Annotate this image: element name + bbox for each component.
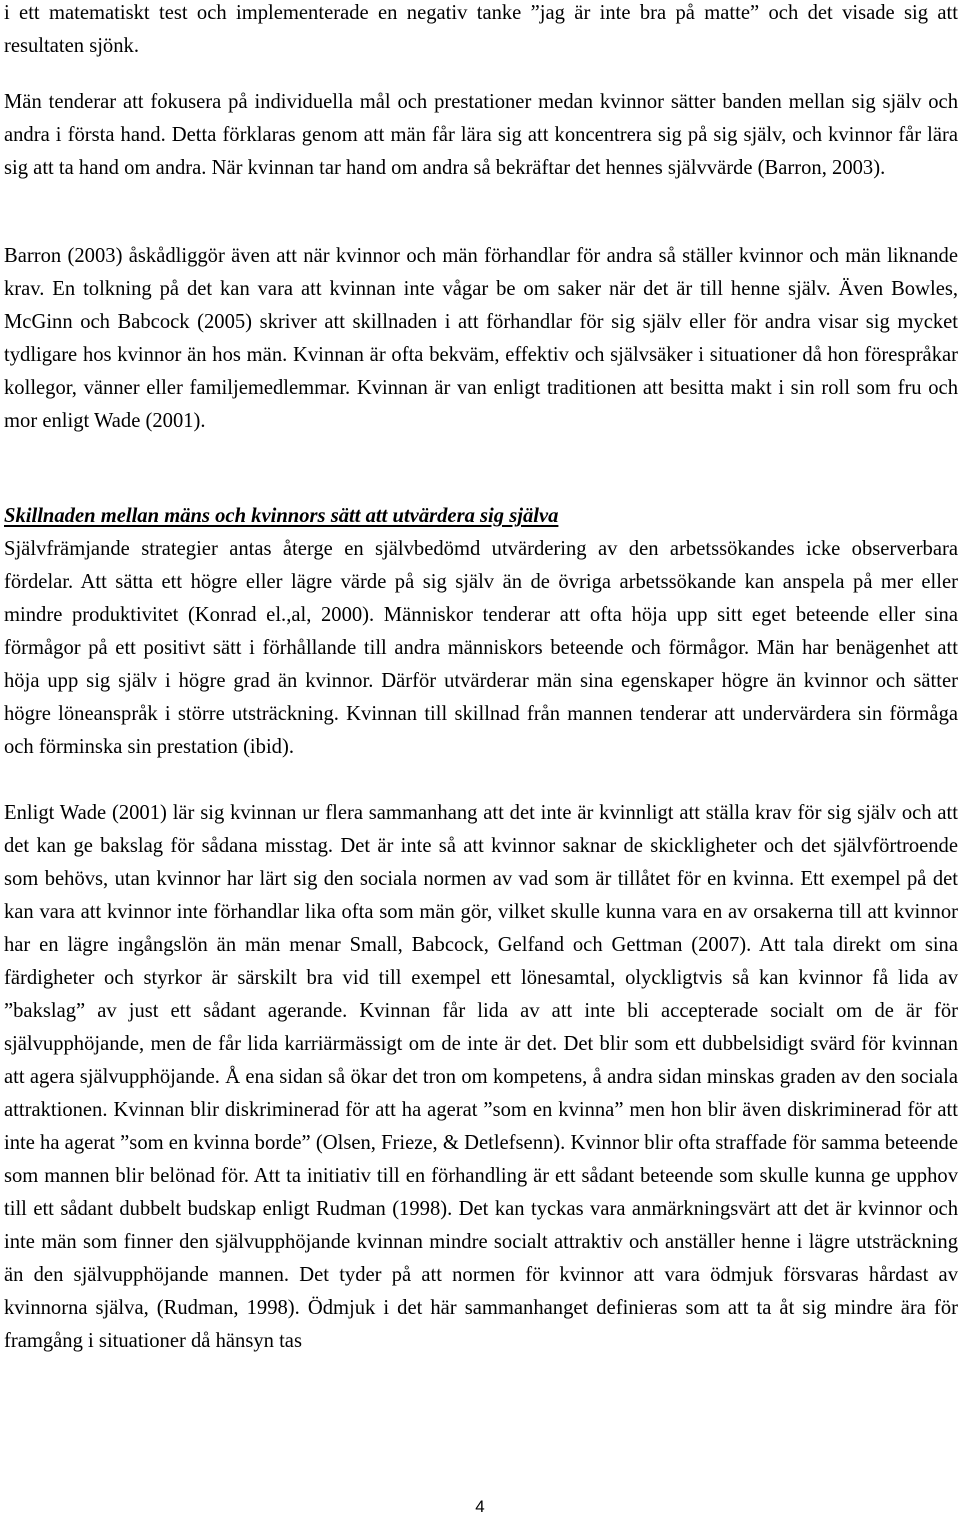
section-paragraph-2: Enligt Wade (2001) lär sig kvinnan ur flera sammanhang att det inte är kvinnligt att ställa krav för sig själv och att det kan ge bakslag för sådana misstag. Det är inte så att kvinnor saknar de skickligheter och det självförtroende som behövs, utan kvinnor har lärt sig den sociala normen av vad som är tillåtet för en kvinna. Ett exempel på det kan vara att kvinnor inte förhandlar lika ofta som män gör, vilket skulle kunna vara en av orsakerna till att kvinnor har en lägre ingångslön än män menar Small, Babcock, Gelfand och Gettman (2007). Att tala direkt om sina färdigheter och styrkor är särskilt bra vid till exempel ett lönesamtal, olyckligtvis så kan kvinnor få lida av ”bakslag” av just ett sådant agerande. Kvinnan får lida av att inte bli accepterade socialt om de är för självupphöjande, men de får lida karriärmässigt om de inte är det. Det blir som ett dubbelsidigt svärd för kvinnan att agera självupphöjande. Å ena sidan så ökar det tron om kompetens, å andra sidan minskas graden av den sociala attraktionen. Kvinnan blir diskriminerad för att ha agerat ”som en kvinna” men hon blir även diskriminerad för att inte ha agerat ”som en kvinna borde” (Olsen, Frieze, & Detlefsenn). Kvinnor blir ofta straffade för samma beteende som mannen blir belönad för. Att ta initiativ till en förhandling är ett sådant beteende som skulle kunna ge upphov till ett sådant dubbelt budskap enligt Rudman (1998). Det kan tyckas vara anmärkningsvärt att det är kvinnor och inte män som finner den självupphöjande kvinnan mindre socialt attraktiv och anställer henne i lägre utsträckning än den självupphöjande mannen. Det tyder på att normen för kvinnor att vara ödmjuk försvaras hårdast av kvinnorna själva, (Rudman, 1998). Ödmjuk i det här sammanhanget definieras som att ta åt sig mindre ära för framgång i situationer då hänsyn tas: [4, 802, 958, 1352]
section-paragraph-1: Självfrämjande strategier antas återge en självbedömd utvärdering av den arbetssökandes icke observerbara fördelar. Att sätta ett högre eller lägre värde på sig själv än de övriga arbetssökande kan anspela på mer eller mindre produktivitet (Konrad el.,al, 2000). Människor tenderar att ofta höja upp sitt eget beteende eller sina förmågor på ett positivt sätt i förhållande till andra människors beteende och förmågor. Män har benägenhet att höja upp sig själv i högre grad än kvinnor. Därför utvärderar män sina egenskaper högre än kvinnor och sätter högre löneanspråk i större utsträckning. Kvinnan till skillnad från mannen tenderar att undervärdera sin förmåga och förminska sin prestation (ibid).: [4, 538, 958, 758]
paragraph-3: Barron (2003) åskådliggör även att när kvinnor och män förhandlar för andra så ställer kvinnor och män liknande krav. En tolkning på det kan vara att kvinnan inte vågar be om saker när det är till henne själv. Även Bowles, McGinn och Babcock (2005) skriver att skillnaden i att förhandlar för sig själv eller för andra visar sig mycket tydligare hos kvinnor än hos män. Kvinnan är ofta bekväm, effektiv och självsäker i situationer då hon förespråkar kollegor, vänner eller familjemedlemmar. Kvinnan är van enligt traditionen att besitta makt i sin roll som fru och mor enligt Wade (2001).: [4, 245, 958, 432]
paragraph-1: i ett matematiskt test och implementerade en negativ tanke ”jag är inte bra på matte” och det visade sig att resultaten sjönk.: [4, 2, 958, 57]
section-heading: Skillnaden mellan mäns och kvinnors sätt att utvärdera sig själva: [4, 505, 559, 527]
paragraph-2: Män tenderar att fokusera på individuella mål och prestationer medan kvinnor sätter banden mellan sig själv och andra i första hand. Detta förklaras genom att män får lära sig att koncentrera sig på sig själv, och kvinnor får lära sig att ta hand om andra. När kvinnan tar hand om andra så bekräftar det hennes självvärde (Barron, 2003).: [4, 91, 958, 179]
page-number: 4: [475, 1497, 485, 1516]
